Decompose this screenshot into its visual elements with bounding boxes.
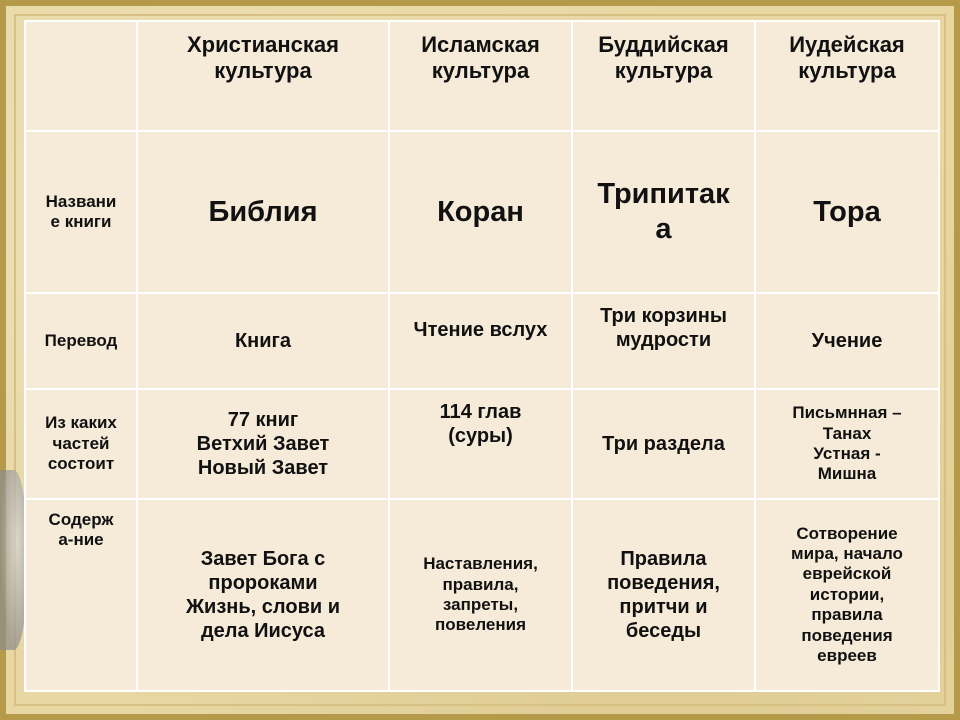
table-row <box>25 293 939 389</box>
cell-torah: Тора <box>755 131 939 293</box>
cell-tripitaka: Трипитак а <box>572 131 755 293</box>
cell-translation-islamic: Чтение вслух <box>389 293 572 389</box>
table-header-row <box>25 21 939 131</box>
cell-translation-buddhist: Три корзины мудрости <box>572 293 755 389</box>
cell-content-christian: Завет Бога с пророками Жизнь, слови и дела Иисуса <box>137 499 389 691</box>
cell-parts-buddhist: Три раздела <box>572 389 755 499</box>
table-row <box>25 499 939 691</box>
cell-translation-christian: Книга <box>137 293 389 389</box>
row-label-translation: Перевод <box>25 293 137 389</box>
header-christian: Христианская культура <box>137 21 389 131</box>
row-label-content: Содерж а-ние <box>25 499 137 691</box>
cell-content-buddhist: Правила поведения, притчи и беседы <box>572 499 755 691</box>
header-buddhist: Буддийская культура <box>572 21 755 131</box>
table-row <box>25 131 939 293</box>
cell-content-jewish: Сотворение мира, начало еврейской истории, правила поведения евреев <box>755 499 939 691</box>
cell-bible: Библия <box>137 131 389 293</box>
header-jewish: Иудейская культура <box>755 21 939 131</box>
cell-content-islamic: Наставления, правила, запреты, повеления <box>389 499 572 691</box>
corner-cell <box>25 21 137 131</box>
cell-koran: Коран <box>389 131 572 293</box>
row-label-parts: Из каких частей состоит <box>25 389 137 499</box>
table-row <box>25 389 939 499</box>
header-islamic: Исламская культура <box>389 21 572 131</box>
cell-parts-islamic: 114 глав (суры) <box>389 389 572 499</box>
cell-parts-christian: 77 книг Ветхий Завет Новый Завет <box>137 389 389 499</box>
religions-comparison-table <box>24 20 940 692</box>
row-label-book-name: Названи е книги <box>25 131 137 293</box>
cell-translation-jewish: Учение <box>755 293 939 389</box>
cell-parts-jewish: Письмнная – Танах Устная - Мишна <box>755 389 939 499</box>
